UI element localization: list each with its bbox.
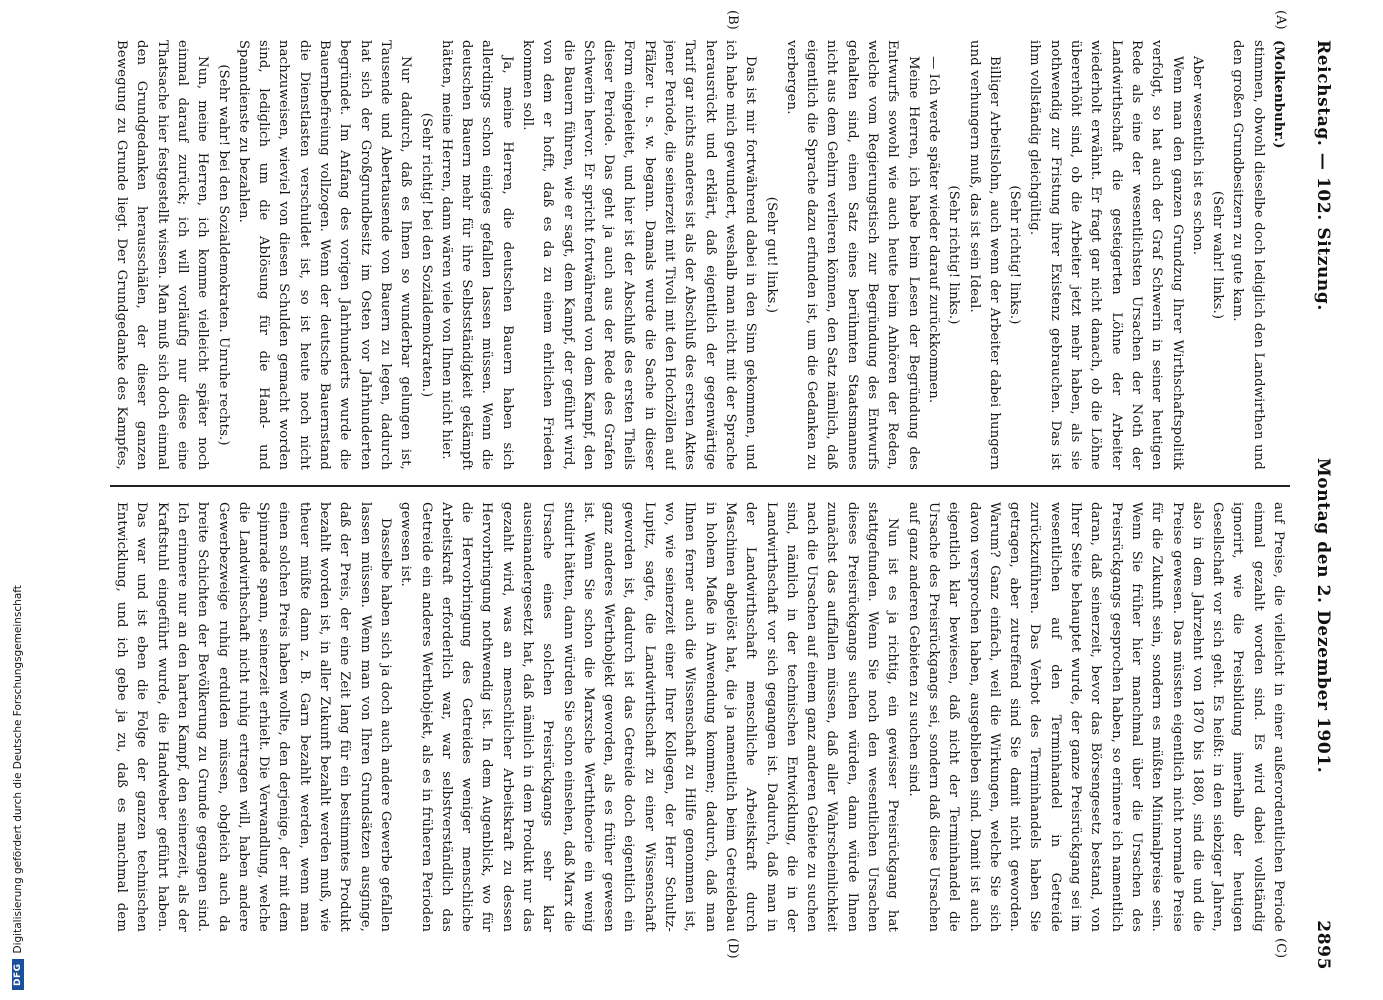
paragraph: Ja, meine Herren, die deutschen Bauern haben sich allerdings schon einiges gefallen lassen müssen. Wenn die deutschen Bauern mehr für ihre Selbstständigkeit gekämpft hätten, meine Herren, dann wären viele von Ihnen nicht hier. (438, 40, 515, 470)
interjection: (Sehr wahr! bei den Sozialdemokraten. Unruhe rechts.) (215, 64, 231, 446)
digitization-credit-text: Digitalisierung gefördert durch die Deutsche Forschungsgemeinschaft (12, 585, 24, 954)
paragraph: — Ich werde später wieder darauf zurückkommen. (925, 56, 941, 404)
digitization-note (12, 585, 24, 990)
speaker-name: (Molkenbuhr.) (1271, 40, 1286, 149)
margin-marker-b: (B) (725, 10, 740, 30)
paragraph: Nun, meine Herren, ich komme vielleicht später noch einmal darauf zurück; ich will vorläufig nur diese eine Thatsache hier festgestellt wissen. Man muß sich doch einmal den Grundgedanken herausschälen, der dieser ganzen Bewegung zu Grunde liegt. Der Grundgedanke des Kampfes, (114, 40, 211, 470)
header-session: Reichstag. — 102. Sitzung. (1313, 40, 1333, 311)
interjection: (Sehr wahr! links.) (1210, 190, 1226, 320)
margin-marker-c: (C) (1273, 938, 1288, 959)
paragraph: auf Preise, die vielleicht in einer außerordentlichen Periode einmal gezahlt worden sind. Es wird dabei vollständig ignorirt, wie die Preisbildung innerhalb der heutigen Gesellschaft vor sich geht. Es heißt: in den siebziger Jahren, also in dem Jahrzehnt von 1870 bis 1880, sind die und die Preise gewesen. Das müssten eigentlich nicht normale Preise für die Zukunft sein, sondern es müßten Minimalpreise sein. Wenn Sie früher hier manchmal über die Ursachen des Preisrückgangs gesprochen haben, so erinnere ich namentlich daran, daß seinerzeit, bevor das Börsengesetz bestand, von Ihrer Seite behauptet wurde, der ganze Preisrückgang sei im wesentlichen auf den Terminhandel in Getreide zurückzuführen. Das Verbot des Terminhandels haben Sie getragen, aber zutreffend sind Sie damit nicht geworden. Warum? Ganz einfach, weil die Wirkungen, welche Sie sich davon versprochen haben, ausgeblieben sind. Damit ist auch eigentlich klar bewiesen, daß nicht der Terminhandel die Ursache des Preisrückgangs sei, sondern daß diese Ursachen auf ganz anderen Gebieten zu suchen sind. (905, 502, 1286, 932)
paragraph: Meine Herren, ich habe beim Lesen der Begründung des Entwurfs sowohl wie auch heute beim Anhören der Reden, welche vom Regierungstisch zur Begründung des Entwurfs gehalten sind, einen Satz eines berühmten Staatsmannes nicht aus dem Gehirn verlieren können, den Satz nämlich, daß eigentlich die Sprache dazu erfunden ist, um die Gedanken zu verbergen. (783, 40, 921, 470)
dfg-logo: DFG (12, 959, 24, 990)
interjection: (Sehr gut! links.) (763, 196, 779, 314)
header-date: Montag den 2. Dezember 1901. (1313, 457, 1333, 774)
margin-marker-d: (D) (725, 938, 740, 959)
interjection: (Sehr richtig! links.) (1007, 185, 1023, 325)
scanned-page (70, 10, 1340, 970)
interjection: (Sehr richtig! links.) (946, 185, 962, 325)
column-divider (110, 485, 1290, 487)
left-text-column (108, 40, 1288, 470)
margin-marker-a: (A) (1273, 10, 1288, 30)
page-number: 2895 (1313, 920, 1333, 970)
right-text-column (108, 502, 1288, 932)
paragraph: Dasselbe haben sich ja doch auch andere Gewerbe gefallen lassen müssen. Wenn man von Ihren Grundsätzen ausginge, daß der Preis, der eine Zeit lang für ein bestimmtes Produkt bezahlt worden ist, in aller Zukunft bezahlt werden muß, wie theuer müßte dann z. B. Garn bezahlt werden, wenn man einen solchen Preis haben wollte, den derjenige, der mit dem Spinnrade spann, seinerzeit erhielt. Die Verwandlung, welche die Landwirthschaft nicht ruhig ertragen will, haben andere Gewerbezweige ruhig erdulden müssen, obgleich auch da breite Schichten der Bevölkerung zu Grunde gegangen sind. Ich erinnere nur an den harten Kampf, den seinerzeit, als der Kraftstuhl eingeführt wurde, die Handweber geführt haben. Das war und ist eben die Folge der ganzen technischen Entwicklung, und ich gebe ja zu, daß es manchmal dem (114, 502, 393, 932)
paragraph: Nun ist es ja richtig, ein gewisser Preisrückgang hat stattgefunden. Wenn Sie noch den wesentlichen Ursachen dieses Preisrückgangs suchen würden, dann würde Ihnen zunächst das auffallen müssen, daß aller Wahrscheinlichkeit nach die Ursachen auf einem ganz anderen Gebiete zu suchen sind, nämlich in der technischen Entwicklung, die in der Landwirthschaft vor sich gegangen ist. Dadurch, daß man in der Landwirthschaft menschliche Arbeitskraft durch Maschinen abgelöst hat, die ja namentlich beim Getreidebau in hohem Maße in Anwendung kommen; dadurch, daß man Ihnen ferner auch die Wissenschaft zu Hilfe genommen ist, wo, wie seinerzeit einer Ihrer Kollegen, der Herr Schultz-Lupitz, sagte, die Landwirthschaft zu einer Wissenschaft geworden ist, dadurch ist das Getreide doch eigentlich ein ganz anderes Werthobjekt geworden, als es früher gewesen ist. Wenn Sie schon die Marxsche Werththeorie ein wenig studirt hätten, dann würden Sie schon einsehen, daß Marx die Ursache eines solchen Preisrückgangs sehr klar auseinandergesetzt hat, daß nämlich in dem Produkt nur das gezahlt wird, was an menschlicher Arbeitskraft zu dessen Hervorbringung nothwendig ist. In dem Augenblick, wo für die Hervorbringung des Getreides weniger menschliche Arbeitskraft erforderlich war, war selbstverständlich das Getreide ein anderes Werthobjekt, als es in früheren Perioden gewesen ist. (398, 502, 901, 932)
paragraph: Billiger Arbeitslohn, auch wenn der Arbeiter dabei hungern und verhungern muß, das ist sein Ideal. (966, 40, 1002, 470)
interjection: (Sehr richtig! bei den Sozialdemokraten.) (418, 112, 434, 398)
paragraph: Das ist mir fortwährend dabei in den Sinn gekommen, und ich habe mich gewundert, weshalb man nicht mit der Sprache herausrückt und erklärt, daß eigentlich der gegenwärtige Tarif gar nichts anderes ist als der Abschluß des ersten Aktes jener Periode, die seinerzeit mit Tivoli mit den Hochzöllen auf Pfälzer u. s. w. begann. Damals wurde die Sache in dieser Form eingeleitet, und hier ist der Abschluß des ersten Theils dieser Periode. Das geht ja auch aus der Rede des Grafen Schwerin hervor. Er spricht fortwährend von dem Kampf, den die Bauern führen, wie er sagt, dem Kampf, der geführt wird, von dem er hofft, daß es da zu einem ehrlichen Frieden kommen soll. (520, 40, 759, 470)
digitization-strip (0, 0, 24, 1000)
paragraph: Wenn man den ganzen Grundzug Ihrer Wirthschaftspolitik verfolgt, so hat auch der Graf Schwerin in seiner heutigen Rede als eine der wesentlichsten Ursachen der Noth der Landwirthschaft die gesteigerten Löhne der Arbeiter wiederholt erwähnt. Er fragt gar nicht danach, ob die Löhne übererhöht sind, ob die Arbeiter jetzt mehr haben, als sie nothwendig zur Fristung ihrer Existenz gebrauchen. Das ist ihm vollständig gleichgültig. (1027, 40, 1185, 470)
paragraph: stimmen, obwohl dieselbe doch lediglich den Landwirthen und den großen Grundbesitzern zu gute kam. (1230, 40, 1266, 470)
rotated-page-content (70, 10, 1340, 970)
paragraph: Nur dadurch, daß es Ihnen so wunderbar gelungen ist, Tausende und Abertausende von Bauern zu legen, dadurch hat sich der Großgrundbesitz im Osten vor Jahrhunderten begründet. Im Anfang des vorigen Jahrhunderts wurde die Bauernbefreiung vollzogen. Wenn der deutsche Bauernstand die Dienstlasten verschuldet ist, so ist heute noch nicht nachzuweisen, wieviel von diesen Schulden gemacht worden sind, lediglich um die Ablösung für die Hand- und Spanndienste zu bezahlen. (235, 40, 414, 470)
page-header (1306, 40, 1340, 970)
paragraph: Aber wesentlich ist es schon. (1189, 56, 1205, 256)
